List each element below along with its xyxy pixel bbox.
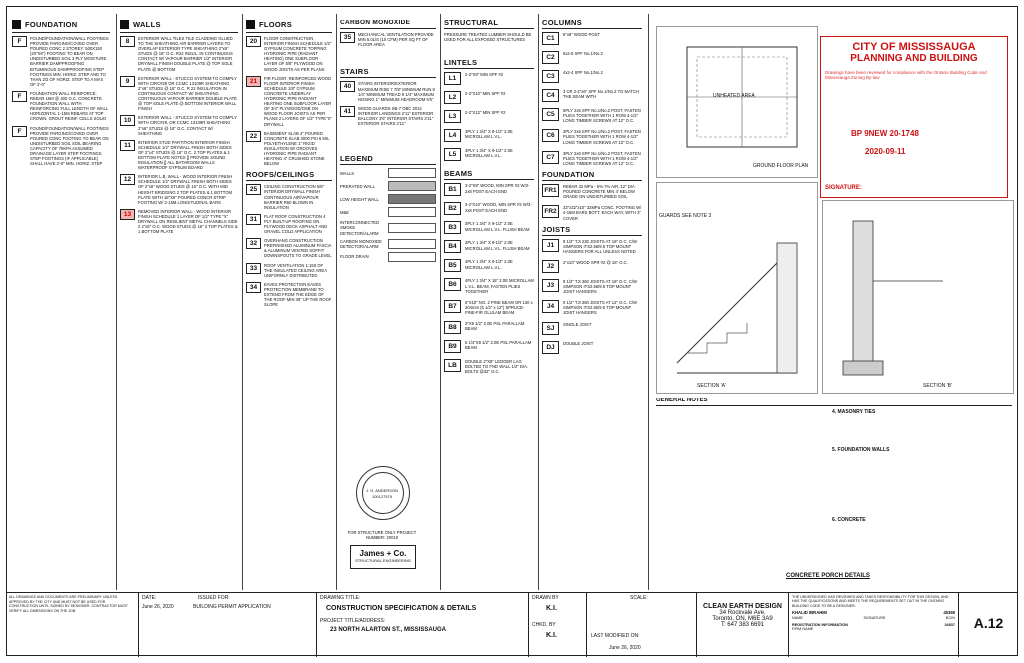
foundation2-item-tag: FR1 xyxy=(542,184,559,197)
columns-item-tag: C6 xyxy=(542,129,559,142)
floors-item-tag: 20 xyxy=(246,36,261,47)
beams-item xyxy=(444,278,534,293)
project-label: PROJECT TITLE/ADDRESS: xyxy=(320,618,386,624)
roofs-item-text: ROOF VENTILATION 1:150 OF THE INSULATED CEILING AREA UNIFORMLY DISTRIBUTED xyxy=(264,262,327,278)
city-approval-stamp xyxy=(820,36,1008,198)
seal-number: 100127579 xyxy=(371,494,393,499)
columns-item xyxy=(542,129,642,144)
foundation2-item xyxy=(542,184,642,199)
issued-label: ISSUED FOR: xyxy=(197,595,230,601)
lintels-item-text: 3PLY 1 3/4" X 9-1/2" 2.0E MICROLLAM L.V.L. xyxy=(465,148,513,159)
firm-name: CLEAN EARTH DESIGN xyxy=(703,603,782,610)
walls-item-tag: 12 xyxy=(120,174,135,185)
stairs-header xyxy=(340,67,436,77)
legend-swatch xyxy=(388,252,436,262)
beams-item-tag: B4 xyxy=(444,240,461,253)
beams-item xyxy=(444,183,534,196)
checked-by: K.I. xyxy=(546,632,557,639)
foundation-walls-title: 5. FOUNDATION WALLS xyxy=(832,447,890,453)
roofs-item-text: OVERHANG CONSTRUCTION PREFINISHED ALUMINUM FASCIA & ALUMINUM VENTED SOFFIT DOWNSPOUTS TO GRADE LEVEL xyxy=(264,238,332,259)
column-divider xyxy=(440,14,441,590)
walls-item xyxy=(120,36,238,72)
columns-item xyxy=(542,89,642,102)
beams-item-tag: B5 xyxy=(444,259,461,272)
foundation-item-tag: F xyxy=(12,91,27,102)
section-marker-icon xyxy=(246,20,255,29)
legend-label: WALLS xyxy=(340,170,355,176)
joists-item-tag: J3 xyxy=(542,279,559,292)
ground-floor-label: GROUND FLOOR PLAN xyxy=(753,163,809,169)
foundation-header xyxy=(12,20,110,29)
roofs-item xyxy=(246,263,332,278)
column-divider xyxy=(242,14,243,590)
concrete-porch-title: CONCRETE PORCH DETAILS xyxy=(786,573,870,579)
drawn-by-cell xyxy=(528,593,586,657)
engineer-firm: James + Co. xyxy=(359,549,407,558)
lintels-item-text: 2-2"X12" MIN SPF #2 xyxy=(465,110,506,116)
legend-label: LOW HEIGHT WALL xyxy=(340,196,379,202)
foundation2-item-text: REBAR 32 MPa - 5%-7% AIR, 12" DIA POURED CONCRETE MIN 4' BELOW GRADE ON UNDISTURBED SOIL xyxy=(563,184,635,200)
joists-item xyxy=(542,341,642,354)
foundation-item xyxy=(12,36,110,87)
joists-item-tag: DJ xyxy=(542,341,559,354)
beams-item-text: 3PLY 1 3/4" X 9-1/2" 2.0E MICROLLAM L.V.L. FLUSH BEAM xyxy=(465,240,530,251)
beams-item xyxy=(444,321,534,334)
designer-name: KHALID IBRAHIM xyxy=(792,610,827,616)
foundation2-item-text: 32"x32"x10" 32MPa CONC. FOOTING W/ 4-15M BARS BOTT. EACH WAY, WITH 3" COVER xyxy=(563,205,642,221)
structural-header xyxy=(444,20,534,25)
roofs-title: ROOFS/CEILINGS xyxy=(246,170,315,180)
joists-item-tag: SJ xyxy=(542,322,559,335)
beams-item-text: 5 1/4"X9 1/2" 2.0E PSL PARALLAM BEAM xyxy=(465,340,532,351)
joists-items xyxy=(542,239,642,354)
legend-label: FLOOR DRAIN xyxy=(340,254,369,260)
walls-item-tag: 10 xyxy=(120,115,135,126)
beams-item-text: 3PLY 1 3/4" X 9-1/2" 2.0E MICROLLAM L.V.L. FLUSH BEAM xyxy=(465,221,530,232)
beams-item xyxy=(444,359,534,374)
structural-column xyxy=(444,20,534,590)
foundation-item-text: FOUNDATION WALL REINFORCE: REBAR 15M @ 400 O.C. CONCRETE FOUNDATION WALL WITH REINFORCING FULL LENGTH OF WALL HORIZONTAL 1-15M REBARS AT TOP CROWN. GROUT REINF. CELLS SOLID xyxy=(30,90,108,122)
beams-item xyxy=(444,221,534,234)
stairs-item-text: STAIRS INTERIOR/EXTERIOR MAXIMUM RISE 7 7/8" MINIMUM RUN 8 1/4" MINIMUM TREAD 9 1/4" MAXIMUM NOSING 1" MINIMUM HEADROOM 6'5" xyxy=(358,81,435,102)
floors-item xyxy=(246,76,332,127)
columns-item-tag: C3 xyxy=(542,70,559,83)
roofs-item xyxy=(246,184,332,209)
floors-items xyxy=(246,36,332,166)
roofs-item xyxy=(246,282,332,307)
columns-item-tag: C7 xyxy=(542,151,559,164)
cert-text: THE UNDERSIGNED HAS REVIEWED AND TAKES RESPONSIBILITY FOR THIS DESIGN, AND HAS THE QUALIFICATIONS AND MEETS THE REQUIREMENTS SET OUT IN THE ONTARIO BUILDING CODE TO BE A DESIGNER. xyxy=(792,595,949,608)
date-label: DATE: xyxy=(142,595,157,601)
engineer-stamp-box xyxy=(350,545,416,569)
columns-item-tag: C1 xyxy=(542,32,559,45)
joists-item xyxy=(542,260,642,273)
lintels-item xyxy=(444,129,534,142)
columns-item xyxy=(542,108,642,123)
section-b-detail xyxy=(822,200,1014,394)
foundation2-header xyxy=(542,169,642,179)
sheet-number-cell xyxy=(958,593,1018,657)
lintels-item-tag: L3 xyxy=(444,110,461,123)
unheated-label: UNHEATED AREA xyxy=(713,93,755,99)
checked-label: CHKD. BY xyxy=(532,622,556,628)
drawn-by: K.I. xyxy=(546,605,557,612)
foundation-item-text: FOUND/FOUNDATION/WALL FOOTINGS PROVIDE PARGING/COVED OVER POURED CONC FOOTING TO BEAR ON UNDISTURBED SOIL SOIL BEARING CAPACITY OF 75KPA ASSUMED DRAINAGE LAYER STEP FOOTINGS STEP FOOTINGS (IF APPLICABLE) SHALL HAVE 2'-0" MIN. HORIZ. STEP xyxy=(30,125,109,167)
foundation2-item-tag: FR2 xyxy=(542,205,559,218)
engineer-note: FOR STRUCTURE ONLY PROJECT NUMBER: 20010 xyxy=(347,530,417,540)
column-divider xyxy=(336,14,337,590)
lintels-item-text: 2-2"X10" MIN SPF #2 xyxy=(465,91,506,97)
legend-swatch xyxy=(388,239,436,249)
beams-item xyxy=(444,240,534,253)
floors-item-tag: 21 xyxy=(246,76,261,87)
walls-item-text: INTERIOR STUD PARTITION INTERIOR FINISH SCHEDULE 1/2" DRYWALL FINISH BOTH SIDES OF 2"x4" STUDS @ 16" O.C. 2 TOP PLATES & 1 BOTTOM PLATE NOTES [] PROVIDE SOUND INSULATION [] ALL BATHROOM WALLS WATERPROOF GYPSUM BOARD xyxy=(138,139,232,171)
firm-address2: Toronto, ON, M6E 3A9 xyxy=(712,616,773,622)
walls-item-tag: 11 xyxy=(120,140,135,151)
plan-detail xyxy=(656,26,818,178)
beams-item-tag: B2 xyxy=(444,202,461,215)
joists-item-text: DOUBLE JOIST xyxy=(563,340,594,346)
signature-label: SIGNATURE xyxy=(863,615,886,620)
section-a-label: SECTION 'A' xyxy=(697,383,726,389)
columns-item-tag: C4 xyxy=(542,89,559,102)
joists-item-text: 9 1/2" TJI 360 JOISTS AT 16" O.C. C/W SIMPSON ITS2.56/9.5 TOP MOUNT JOIST HANGERS xyxy=(563,278,637,295)
roofs-items xyxy=(246,184,332,307)
foundation-item-text: FOUND/FOUNDATION/WALL FOOTINGS PROVIDE PARGING/COVED OVER POURED CONC 2 STOREY: 500X150 (20"X6") FOOTING TO BEAR ON UNDISTURBED SOIL 3 PLY MOISTURE BARRIER DAMPPROOFING BITUMINOUS DAMPPROOFING STEP FOOTINGS MIN. HORIZ. STEP AND TO THAN 2/3 OF HORIZ. STEP TO A MAX OF 2'-0" xyxy=(30,36,109,87)
walls-item-text: EXTERIOR WALL TILES TILE CLADDING GLUED TO THE SHEATHING AIR BARRIER LAYERS TO OVERLAP EXTERIOR TYPE SHEATHING 2"x6" STUDS @ 16" O.C. R22 INSUL. IN CONTINUOUS CONTACT W/ VAPOUR BARRIER 1/2" INTERIOR DRYWALL FINISH DOUBLE PLATE @ TOP SOLE PLATE @ BOTTOM xyxy=(138,36,233,72)
roofs-item-tag: 33 xyxy=(246,263,261,274)
roofs-item-tag: 32 xyxy=(246,238,261,249)
date-value: June 26, 2020 xyxy=(142,604,174,610)
sheet-number: A.12 xyxy=(973,615,1004,631)
columns-item-text: 6"x6" WOOD POST xyxy=(563,32,600,38)
joists-item xyxy=(542,322,642,335)
bcin-label: BCIN xyxy=(945,615,955,620)
firm-name-label: FIRM NAME xyxy=(792,627,814,632)
beams-item-text: 3-2"X8" WOOD, MIN SPR #2 W/3-2x8 POST EACH END xyxy=(465,183,530,194)
walls-item-text: EXTERIOR WALL - STUCCO SYSTEM TO COMPLY WITH CIRC#29 OR CCMC 13109R SHEATHING 2"x6" STUDS @ 16" O.C. R 22 INSULATION IN CONTINUOUS CONTACT W/ SHEATHING CONTINUOUS VAPOUR BARRIER DOUBLE PLATE @ TOP SOLE PLATE @ BOTTOM INTERIOR WALL FINISH xyxy=(138,75,237,112)
beams-item-text: 4PLY 1 3/4" X 16" 2.0E MICROLLAM L.V.L. BEAM, FASTEN PLIES TOGETHER xyxy=(465,278,534,294)
beams-item xyxy=(444,259,534,272)
general-notes xyxy=(656,398,1012,588)
stamp-signature: SIGNATURE: xyxy=(825,185,862,191)
walls-item-text: INTERIOR L.B. WALL - WOOD INTERIOR FINISH SCHEDULE 1/2" DRYWALL FINISH BOTH SIDES OF 2"x6" WOOD STUDS @ 16" O.C. WITH MID HEIGHT BRIDGING 2 TOP PLATES & 1 BOTTOM PLATE WITH 18"X6" POURED CONCR STRIP FOOTING W/ 2-15M LONGITUDINAL BARS xyxy=(138,174,233,205)
seal-name: J. H. ANDERSON xyxy=(366,488,398,493)
section-b-drawing xyxy=(823,201,1013,393)
beams-item-tag: B9 xyxy=(444,340,461,353)
roofs-item-tag: 31 xyxy=(246,214,261,225)
lintels-item-tag: L5 xyxy=(444,148,461,161)
beams-item-text: 3-2"X10" WOOD, MIN SPR #2 W/3-2x8 POST EACH END xyxy=(465,202,532,213)
columns-item-tag: C2 xyxy=(542,51,559,64)
columns-item-tag: C5 xyxy=(542,108,559,121)
floors-item-text: BASEMENT SLAB 4" POURED CONCRETE SLAB 3000 PSI 6 MIL POLYETHYLENE 1" RIGID INSULATION W/ GROOVES HYDRONIC PIPE RADIANT HEATING 4" CRUSHED STONE BELOW xyxy=(264,130,330,167)
floors-title: FLOORS xyxy=(259,20,293,29)
foundation-item-tag: F xyxy=(12,126,27,137)
name-label: NAME xyxy=(792,615,803,620)
walls-header xyxy=(120,20,238,29)
stamp-line1: CITY OF MISSISSAUGA xyxy=(852,41,976,53)
walls-item xyxy=(120,76,238,112)
stairs-item-tag: 40 xyxy=(340,81,355,92)
foundation-column xyxy=(12,20,110,590)
roofs-item xyxy=(246,238,332,258)
firm-cell xyxy=(696,593,788,657)
columns-item xyxy=(542,151,642,166)
column-divider xyxy=(116,14,117,590)
columns-column xyxy=(542,20,642,590)
drawn-by-label: DRAWN BY xyxy=(532,595,559,601)
walls-item-tag: 13 xyxy=(120,209,135,220)
column-divider xyxy=(538,14,539,590)
roofs-header xyxy=(246,170,332,180)
columns-item-text: 3PLY 2x6 SPF No.1/No.2 POST, FASTEN PLIES TOGETHER WITH 1 ROW 4-1/2" LONG TIMBER SCREWS AT 12" O.C. xyxy=(563,150,641,166)
roofs-item-text: FLAT ROOF CONSTRUCTION 4 PLY BUILT-UP ROOFING ON PLYWOOD DECK ASPHALT AND GRAVEL COLD APPLICATION xyxy=(264,213,328,235)
stamp-permit: BP 9NEW 20-1748 xyxy=(851,129,919,138)
roofs-item-text: EAVES PROTECTION EAVES PROTECTION MEMBRANE TO EXTEND FROM THE EDGE OF THE ROOF MIN 36" UP THE ROOF SLOPE xyxy=(264,281,332,308)
columns-item xyxy=(542,51,642,64)
walls-item-tag: 9 xyxy=(120,76,135,87)
floors-item-text: FIR FLOOR: REINFORCED WOOD FLOOR INTERIOR FINISH SCHEDULE 1/8" GYPSUM CONCRETE UNDERLAY HYDRONIC PIPE RADIANT HEATING ONE SUBFLOOR LAYER OF 3/4" PLYWOOD/OSB ON WOOD FLOOR JOISTS AS PER PLANS 2 LAYERS OF 1/2" TYPE"X" DRYWALL xyxy=(264,75,332,127)
carbon-tag: 35 xyxy=(340,32,355,43)
columns-item-text: 4x2-4 SPF No.1/No.2 xyxy=(563,70,603,76)
reg-label: REGISTRATION INFORMATION xyxy=(792,623,848,628)
legend-swatch xyxy=(388,223,436,233)
legend-title: LEGEND xyxy=(340,154,374,164)
stairs-item xyxy=(340,106,436,126)
legend-swatch xyxy=(388,168,436,178)
beams-item-tag: LB xyxy=(444,359,461,372)
stairs-title: STAIRS xyxy=(340,67,369,77)
columns-item-text: 3 CR 2-2"x6" SPF No.1/No.2 TO MATCH THE SEAM WITH xyxy=(563,89,640,100)
guards-label: GUARDS SEE NOTE 3 xyxy=(659,213,712,219)
beams-item-text: DOUBLE 2"X8" LEDGER LAG BOLTED TO FND WALL 1/2" DIA. BOLTS @32" O.C. xyxy=(465,359,529,375)
legend-row xyxy=(340,168,436,178)
lintels-item xyxy=(444,148,534,161)
legend-label: PRERATED WALL xyxy=(340,183,375,189)
floors-item-tag: 22 xyxy=(246,131,261,142)
project-title: 23 NORTH ALARTON ST., MISSISSAUGA xyxy=(330,627,447,633)
stairs-item-text: WOOD GUARDS SB-7 OBC 2014 INTERIOR LANDINGS 2'11" EXTERIOR BALCONY 3'6" INTERIOR STAIRS 2'11" EXTERIOR STAIRS 2'11" xyxy=(358,105,434,127)
floors-column xyxy=(246,20,332,590)
roofs-item-tag: 25 xyxy=(246,184,261,195)
lintels-item-tag: L2 xyxy=(444,91,461,104)
concrete-title: 6. CONCRETE xyxy=(832,517,866,523)
beams-items xyxy=(444,183,534,374)
lintels-title: LINTELS xyxy=(444,58,478,68)
beams-item-tag: B6 xyxy=(444,278,461,291)
legend-swatch xyxy=(388,181,436,191)
firm-address1: 34 Rockvale Ave. xyxy=(719,610,766,616)
date-cell xyxy=(138,593,316,657)
general-notes-title: GENERAL NOTES xyxy=(656,398,708,403)
columns-item-text: 5PLY 2x6 SPF No.1/No.2 POST, FASTEN PLIES TOGETHER WITH 1 ROW 4-1/2" LONG TIMBER SCREWS AT 12" O.C. xyxy=(563,108,641,124)
section-marker-icon xyxy=(120,20,129,29)
plan-detail-drawing xyxy=(657,27,817,177)
modified-label: LAST MODIFIED ON: xyxy=(591,633,640,639)
lintels-item xyxy=(444,72,534,85)
floors-item xyxy=(246,131,332,167)
columns-title: COLUMNS xyxy=(542,20,583,27)
floors-header xyxy=(246,20,332,29)
beams-item xyxy=(444,300,534,315)
beams-item-tag: B8 xyxy=(444,321,461,334)
walls-item xyxy=(120,174,238,205)
legend-row xyxy=(340,239,436,249)
walls-items xyxy=(120,36,238,234)
beams-item-tag: B1 xyxy=(444,183,461,196)
beams-item-text: 6"X10" NO. 2 PINE BEAM OR 130 x 304mm (5 1/2" x 12") SPRUCE-PINE-FIR GLULAM BEAM xyxy=(465,299,533,315)
stairs-items xyxy=(340,81,436,126)
joists-item-tag: J4 xyxy=(542,300,559,313)
columns-item xyxy=(542,32,642,45)
walls-column xyxy=(120,20,238,590)
joists-item xyxy=(542,239,642,254)
legend-label: CARBON MONOXIDE DETECTOR/ALARM xyxy=(340,238,382,249)
walls-item-text: REMOVED INTERIOR WALL - WOOD INTERIOR FINISH SCHEDULE 1 LAYER OF 1/2" TYPE "X" DRYWALL ON RESILIENT METAL CHANNELS SIDE 2 2"x6" O.C. WOOD STUDS @ 16" 2 TOP PLATES & 1 BOTTOM PLATE xyxy=(138,208,238,235)
carbon-text: MECHANICAL VENTILATION PROVIDE MIN 5.0L/S (10 CFM) PER SQ FT OF FLOOR AREA xyxy=(358,32,434,48)
modified-date: June 26, 2020 xyxy=(609,645,641,651)
legend-row xyxy=(340,252,436,262)
foundation-item xyxy=(12,91,110,122)
walls-item xyxy=(120,209,238,234)
scale-cell xyxy=(586,593,696,657)
drawing-title-cell xyxy=(316,593,528,657)
legend-swatch xyxy=(388,194,436,204)
beams-item xyxy=(444,340,534,353)
stamp-note: Drawings have been reviewed for compliance with the Ontario Building Code and Mississauga Zoning By-law xyxy=(825,70,987,80)
roofs-item-text: CEILING CONSTRUCTION 5/8" INTERIOR DRYWALL FINISH CONTINUOUS AIR/VAPOUR BARRIER R60 BLOWN IN INSULATION xyxy=(264,184,325,210)
legend-label: INTERCONNECTED SMOKE DETECTOR/ALARM xyxy=(340,220,380,236)
beams-header xyxy=(444,169,534,179)
disclaimer: ALL DRAWINGS AND DOCUMENTS ARE PRELIMINARY UNLESS APPROVED BY THE CITY AND MUST NOT BE USED FOR CONSTRUCTION UNTIL SIGNED BY DESIGNER. CONTRACTOR MUST VERIFY ALL DIMENSIONS ON THE JOB. xyxy=(9,595,128,613)
beams-item-text: 3"X9 1/2" 2.0E PSL PARALLAM BEAM xyxy=(465,321,525,332)
foundation-item xyxy=(12,126,110,167)
stairs-item xyxy=(340,81,436,101)
masonry-title: 4. MASONRY TIES xyxy=(832,409,876,415)
walls-item xyxy=(120,115,238,135)
carbon-header xyxy=(340,20,436,25)
carbon-item xyxy=(340,32,436,47)
legend-row xyxy=(340,194,436,204)
joists-item-text: 9 1/2" TJI 360 JOISTS AT 12" O.C. C/W SIMPSON ITS2.56/9.5 TOP MOUNT JOIST HANGERS xyxy=(563,300,637,316)
section-b-label: SECTION 'B' xyxy=(923,383,952,389)
foundation2-items xyxy=(542,184,642,221)
lintels-item-tag: L1 xyxy=(444,72,461,85)
legend-row xyxy=(340,181,436,191)
floors-item-text: FLOOR CONSTRUCTION INTERIOR FINISH SCHEDULE 1/2" GYPSUM CONCRETE TOPPING HYDRONIC PIPE (RADIANT HEATING) ONE SUBFLOOR LAYER OF 5/8" PLYWOOD ON WOOD JOISTS AS PER PLANS xyxy=(264,36,332,72)
stamp-line2: PLANNING AND BUILDING xyxy=(850,53,978,64)
firm-phone: T: 647 383 6691 xyxy=(720,622,765,628)
lintels-header xyxy=(444,58,534,68)
joists-title: JOISTS xyxy=(542,224,571,234)
legend-row xyxy=(340,220,436,235)
column-divider xyxy=(648,14,649,590)
reg-bcin: 34837 xyxy=(944,623,955,628)
beams-item xyxy=(444,202,534,215)
section-a-detail xyxy=(656,182,818,394)
floors-item xyxy=(246,36,332,72)
columns-items xyxy=(542,32,642,166)
beams-title: BEAMS xyxy=(444,169,473,179)
section-marker-icon xyxy=(12,20,21,29)
roofs-item-tag: 34 xyxy=(246,282,261,293)
lintels-item xyxy=(444,110,534,123)
lintels-item-text: 3PLY 1 3/4" X 9-1/2" 2.0E MICROLLAM L.V.L. xyxy=(465,129,513,140)
columns-item-text: 3PLY 2x6 SPF No.1/No.2 POST, FASTEN PLIES TOGETHER WITH 1 ROW 4-1/2" LONG TIMBER SCREWS AT 12" O.C. xyxy=(563,129,641,145)
scale-label: SCALE: xyxy=(630,595,648,601)
walls-title: WALLS xyxy=(133,20,161,29)
legend-label: M&E xyxy=(340,209,350,215)
joists-item-text: 9 1/2" TJI 230 JOISTS AT 16" O.C. C/W SIMPSON ITS2.56/9.5 TOP MOUNT HANGERS FOR ALL UNLESS NOTED xyxy=(563,238,637,254)
beams-item-tag: B3 xyxy=(444,221,461,234)
walls-item-tag: 8 xyxy=(120,36,135,47)
foundation2-title: FOUNDATION xyxy=(542,169,595,179)
walls-item-text: EXTERIOR WALL - STUCCO SYSTEM TO COMPLY WITH CIRC#29, OR CCMC 13109R SHEATHING 2"x6" STUDS @ 16" O.C. CONTACT W/ SHEATHING xyxy=(138,115,237,136)
foundation-item-tag: F xyxy=(12,36,27,47)
designer-bcin: 45368 xyxy=(943,610,955,616)
foundation-title: FOUNDATION xyxy=(25,20,78,29)
lintels-items xyxy=(444,72,534,161)
joists-item xyxy=(542,279,642,294)
title-block xyxy=(6,592,1018,657)
roofs-item xyxy=(246,214,332,234)
walls-item xyxy=(120,140,238,171)
legend-items xyxy=(340,168,436,261)
columns-header xyxy=(542,20,642,25)
engineer-sub: STRUCTURAL ENGINEERING xyxy=(355,558,411,563)
legend-header xyxy=(340,154,436,164)
beams-item-text: 4PLY 1 3/4" X 9-1/2" 2.0E MICROLLAM L.V.L. xyxy=(465,259,513,270)
columns-item-text: 5x2-8 SPF No.1/No.2 xyxy=(563,51,603,57)
joists-item-tag: J2 xyxy=(542,260,559,273)
legend-row xyxy=(340,207,436,217)
structural-text: PRESSURE TREATED LUMBER SHOULD BE USED FOR ALL EXPOSED STRUCTURES xyxy=(444,32,532,43)
stamp-date: 2020-09-11 xyxy=(865,147,906,156)
engineer-seal-inner xyxy=(362,472,404,514)
beams-item-tag: B7 xyxy=(444,300,461,313)
joists-item-text: 2"x10" WOOD SPR #2 @ 16" O.C. xyxy=(563,259,628,265)
joists-item xyxy=(542,300,642,315)
columns-item xyxy=(542,70,642,83)
drawing-title-label: DRAWING TITLE: xyxy=(320,595,361,601)
stairs-item-tag: 41 xyxy=(340,106,355,117)
legend-swatch xyxy=(388,207,436,217)
joists-item-tag: J1 xyxy=(542,239,559,252)
lintels-item xyxy=(444,91,534,104)
drawing-title: CONSTRUCTION SPECIFICATION & DETAILS xyxy=(326,605,477,612)
issued-value: BUILDING PERMIT APPLICATION xyxy=(193,604,271,610)
foundation-items xyxy=(12,36,110,166)
designer-cell xyxy=(788,593,958,657)
foundation2-item xyxy=(542,205,642,220)
carbon-title: CARBON MONOXIDE xyxy=(340,20,411,26)
joists-header xyxy=(542,224,642,234)
joists-item-text: SINGLE JOIST xyxy=(563,321,592,327)
lintels-item-text: 2-2"X8" MIN SPF #2 xyxy=(465,72,504,78)
structural-title: STRUCTURAL xyxy=(444,20,499,27)
lintels-item-tag: L4 xyxy=(444,129,461,142)
